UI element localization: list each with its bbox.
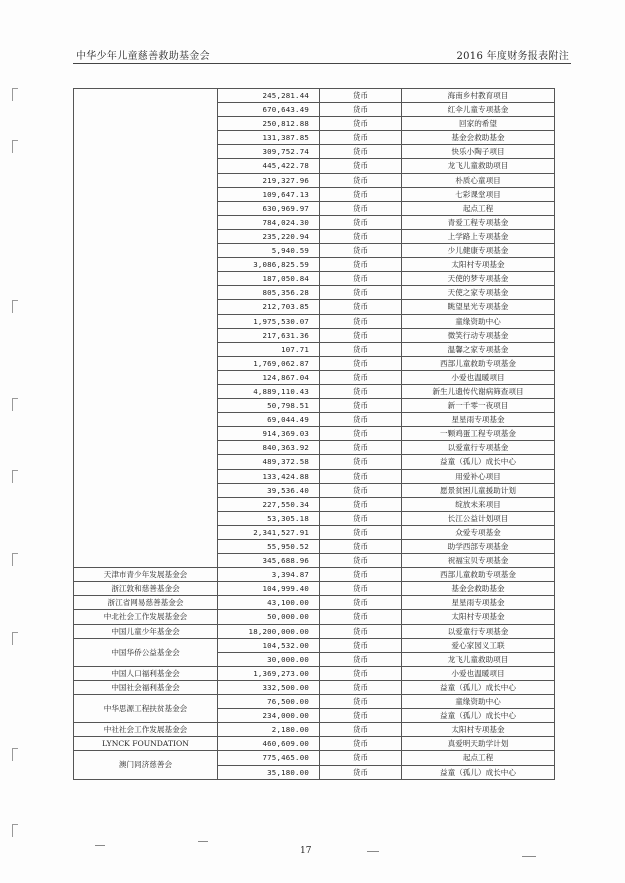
amount-cell: 107.71 <box>218 342 320 356</box>
org-cell: 天津市青少年发展基金会 <box>74 568 218 582</box>
project-cell: 红伞儿童专项基金 <box>402 103 555 117</box>
type-cell: 货币 <box>320 117 402 131</box>
type-cell: 货币 <box>320 244 402 258</box>
type-cell: 货币 <box>320 399 402 413</box>
project-cell: 太阳村专项基金 <box>402 610 555 624</box>
type-cell: 货币 <box>320 187 402 201</box>
type-cell: 货币 <box>320 427 402 441</box>
type-cell: 货币 <box>320 695 402 709</box>
org-cell: LYNCK FOUNDATION <box>74 737 218 751</box>
amount-cell: 104,999.40 <box>218 582 320 596</box>
amount-cell: 234,000.00 <box>218 709 320 723</box>
table-row <box>74 610 555 624</box>
amount-cell: 133,424.88 <box>218 469 320 483</box>
project-cell: 龙飞儿童救助项目 <box>402 159 555 173</box>
table-row <box>74 624 555 638</box>
org-cell: 中国华侨公益基金会 <box>74 638 218 666</box>
project-cell: 朴质心童项目 <box>402 173 555 187</box>
project-cell: 新生儿遗传代谢病筛查项目 <box>402 384 555 398</box>
type-cell: 货币 <box>320 610 402 624</box>
project-cell: 爱心家园义工联 <box>402 638 555 652</box>
type-cell: 货币 <box>320 737 402 751</box>
type-cell: 货币 <box>320 370 402 384</box>
amount-cell: 217,631.36 <box>218 328 320 342</box>
type-cell: 货币 <box>320 511 402 525</box>
scan-mark <box>198 841 208 842</box>
type-cell: 货币 <box>320 300 402 314</box>
amount-cell: 3,086,825.59 <box>218 258 320 272</box>
org-cell: 中华思源工程扶贫基金会 <box>74 695 218 723</box>
binding-mark <box>12 88 18 101</box>
type-cell: 货币 <box>320 497 402 511</box>
type-cell: 货币 <box>320 525 402 539</box>
org-cell: 中北社会工作发展基金会 <box>74 610 218 624</box>
project-cell: 眺望星光专项基金 <box>402 300 555 314</box>
table-row <box>74 582 555 596</box>
binding-mark <box>12 748 18 761</box>
amount-cell: 76,500.00 <box>218 695 320 709</box>
amount-cell: 39,536.40 <box>218 483 320 497</box>
type-cell: 货币 <box>320 652 402 666</box>
project-cell: 回家的希望 <box>402 117 555 131</box>
amount-cell: 345,688.96 <box>218 554 320 568</box>
amount-cell: 50,798.51 <box>218 399 320 413</box>
type-cell: 货币 <box>320 765 402 779</box>
type-cell: 货币 <box>320 624 402 638</box>
type-cell: 货币 <box>320 314 402 328</box>
project-cell: 以爱童行专项基金 <box>402 624 555 638</box>
type-cell: 货币 <box>320 483 402 497</box>
table-row <box>74 638 555 652</box>
table-row <box>74 723 555 737</box>
project-cell: 益童（孤儿）成长中心 <box>402 680 555 694</box>
type-cell: 货币 <box>320 103 402 117</box>
project-cell: 太阳村专项基金 <box>402 258 555 272</box>
amount-cell: 104,532.00 <box>218 638 320 652</box>
project-cell: 青爱工程专项基金 <box>402 215 555 229</box>
amount-cell: 630,969.97 <box>218 201 320 215</box>
type-cell: 货币 <box>320 356 402 370</box>
amount-cell: 35,180.00 <box>218 765 320 779</box>
amount-cell: 775,465.00 <box>218 751 320 765</box>
amount-cell: 227,550.34 <box>218 497 320 511</box>
type-cell: 货币 <box>320 455 402 469</box>
binding-mark <box>12 824 18 837</box>
amount-cell: 30,000.00 <box>218 652 320 666</box>
type-cell: 货币 <box>320 568 402 582</box>
org-cell: 澳门同济慈善会 <box>74 751 218 779</box>
amount-cell: 18,200,000.00 <box>218 624 320 638</box>
org-cell <box>74 89 218 568</box>
project-cell: 微笑行动专项基金 <box>402 328 555 342</box>
type-cell: 货币 <box>320 680 402 694</box>
type-cell: 货币 <box>320 554 402 568</box>
amount-cell: 670,643.49 <box>218 103 320 117</box>
amount-cell: 489,372.58 <box>218 455 320 469</box>
amount-cell: 1,975,530.07 <box>218 314 320 328</box>
project-cell: 童缘资助中心 <box>402 314 555 328</box>
amount-cell: 805,356.28 <box>218 286 320 300</box>
project-cell: 七彩课堂项目 <box>402 187 555 201</box>
amount-cell: 784,024.30 <box>218 215 320 229</box>
page-number: 17 <box>300 846 312 856</box>
type-cell: 货币 <box>320 540 402 554</box>
project-cell: 长江公益计划项目 <box>402 511 555 525</box>
type-cell: 货币 <box>320 258 402 272</box>
amount-cell: 2,341,527.91 <box>218 525 320 539</box>
amount-cell: 53,305.18 <box>218 511 320 525</box>
type-cell: 货币 <box>320 272 402 286</box>
project-cell: 西部儿童救助专项基金 <box>402 356 555 370</box>
project-cell: 童缘资助中心 <box>402 695 555 709</box>
project-cell: 天使之家专项基金 <box>402 286 555 300</box>
amount-cell: 460,609.00 <box>218 737 320 751</box>
table-row <box>74 737 555 751</box>
type-cell: 货币 <box>320 709 402 723</box>
table-row <box>74 751 555 765</box>
type-cell: 货币 <box>320 596 402 610</box>
type-cell: 货币 <box>320 131 402 145</box>
binding-mark <box>12 632 18 645</box>
type-cell: 货币 <box>320 751 402 765</box>
amount-cell: 212,703.85 <box>218 300 320 314</box>
type-cell: 货币 <box>320 342 402 356</box>
project-cell: 益童（孤儿）成长中心 <box>402 455 555 469</box>
table-row <box>74 568 555 582</box>
project-cell: 起点工程 <box>402 201 555 215</box>
amount-cell: 445,422.78 <box>218 159 320 173</box>
amount-cell: 187,050.84 <box>218 272 320 286</box>
org-cell: 中国社会福利基金会 <box>74 680 218 694</box>
amount-cell: 131,387.85 <box>218 131 320 145</box>
amount-cell: 69,044.49 <box>218 413 320 427</box>
project-cell: 祝福宝贝专项基金 <box>402 554 555 568</box>
header-rule <box>73 63 571 64</box>
table-row <box>74 89 555 103</box>
amount-cell: 50,000.00 <box>218 610 320 624</box>
type-cell: 货币 <box>320 229 402 243</box>
amount-cell: 1,369,273.00 <box>218 666 320 680</box>
project-cell: 上学路上专项基金 <box>402 229 555 243</box>
project-cell: 众爱专项基金 <box>402 525 555 539</box>
project-cell: 太阳村专项基金 <box>402 723 555 737</box>
org-cell: 浙江敦和慈善基金会 <box>74 582 218 596</box>
project-cell: 益童（孤儿）成长中心 <box>402 765 555 779</box>
org-cell: 中国人口福利基金会 <box>74 666 218 680</box>
project-cell: 基金会救助基金 <box>402 582 555 596</box>
amount-cell: 332,500.00 <box>218 680 320 694</box>
amount-cell: 4,889,110.43 <box>218 384 320 398</box>
type-cell: 货币 <box>320 145 402 159</box>
type-cell: 货币 <box>320 328 402 342</box>
type-cell: 货币 <box>320 441 402 455</box>
donation-table-body <box>74 89 555 780</box>
project-cell: 快乐小陶子项目 <box>402 145 555 159</box>
project-cell: 益童（孤儿）成长中心 <box>402 709 555 723</box>
table-row <box>74 596 555 610</box>
type-cell: 货币 <box>320 666 402 680</box>
project-cell: 星星雨专项基金 <box>402 413 555 427</box>
type-cell: 货币 <box>320 159 402 173</box>
project-cell: 西部儿童救助专项基金 <box>402 568 555 582</box>
project-cell: 以爱童行专项基金 <box>402 441 555 455</box>
amount-cell: 55,950.52 <box>218 540 320 554</box>
type-cell: 货币 <box>320 173 402 187</box>
type-cell: 货币 <box>320 582 402 596</box>
header-org: 中华少年儿童慈善救助基金会 <box>76 51 210 62</box>
org-cell: 浙江省网易慈善基金会 <box>74 596 218 610</box>
amount-cell: 2,180.00 <box>218 723 320 737</box>
amount-cell: 250,812.88 <box>218 117 320 131</box>
project-cell: 一颗鸡蛋工程专项基金 <box>402 427 555 441</box>
project-cell: 少儿健康专项基金 <box>402 244 555 258</box>
org-cell: 中社社会工作发展基金会 <box>74 723 218 737</box>
amount-cell: 914,369.03 <box>218 427 320 441</box>
table-row <box>74 666 555 680</box>
scan-mark <box>95 845 105 846</box>
type-cell: 货币 <box>320 469 402 483</box>
amount-cell: 5,940.59 <box>218 244 320 258</box>
scan-mark <box>522 856 536 857</box>
project-cell: 用爱补心项目 <box>402 469 555 483</box>
binding-mark <box>12 398 18 411</box>
type-cell: 货币 <box>320 638 402 652</box>
project-cell: 愿景贫困儿童援助计划 <box>402 483 555 497</box>
project-cell: 新一千零一夜项目 <box>402 399 555 413</box>
amount-cell: 235,220.94 <box>218 229 320 243</box>
amount-cell: 109,647.13 <box>218 187 320 201</box>
amount-cell: 3,394.87 <box>218 568 320 582</box>
type-cell: 货币 <box>320 286 402 300</box>
project-cell: 星星雨专项基金 <box>402 596 555 610</box>
header-doc-title: 2016 年度财务报表附注 <box>456 51 569 62</box>
type-cell: 货币 <box>320 723 402 737</box>
amount-cell: 840,363.92 <box>218 441 320 455</box>
type-cell: 货币 <box>320 413 402 427</box>
type-cell: 货币 <box>320 215 402 229</box>
project-cell: 龙飞儿童救助项目 <box>402 652 555 666</box>
binding-mark <box>12 553 18 566</box>
binding-mark <box>12 300 18 313</box>
project-cell: 基金会救助基金 <box>402 131 555 145</box>
project-cell: 助学西部专项基金 <box>402 540 555 554</box>
table-row <box>74 695 555 709</box>
org-cell: 中国儿童少年基金会 <box>74 624 218 638</box>
amount-cell: 219,327.96 <box>218 173 320 187</box>
type-cell: 货币 <box>320 89 402 103</box>
donation-table <box>73 88 555 780</box>
project-cell: 绽放未来项目 <box>402 497 555 511</box>
amount-cell: 43,100.00 <box>218 596 320 610</box>
amount-cell: 245,281.44 <box>218 89 320 103</box>
project-cell: 天使的梦专项基金 <box>402 272 555 286</box>
project-cell: 海南乡村教育项目 <box>402 89 555 103</box>
amount-cell: 124,867.04 <box>218 370 320 384</box>
scan-mark <box>367 851 379 852</box>
table-row <box>74 680 555 694</box>
project-cell: 小爱也温暖项目 <box>402 666 555 680</box>
binding-mark <box>12 140 18 153</box>
amount-cell: 309,752.74 <box>218 145 320 159</box>
type-cell: 货币 <box>320 384 402 398</box>
project-cell: 温馨之家专项基金 <box>402 342 555 356</box>
project-cell: 起点工程 <box>402 751 555 765</box>
amount-cell: 1,769,062.87 <box>218 356 320 370</box>
type-cell: 货币 <box>320 201 402 215</box>
project-cell: 真爱明天助学计划 <box>402 737 555 751</box>
project-cell: 小爱也温暖项目 <box>402 370 555 384</box>
binding-mark <box>12 470 18 483</box>
